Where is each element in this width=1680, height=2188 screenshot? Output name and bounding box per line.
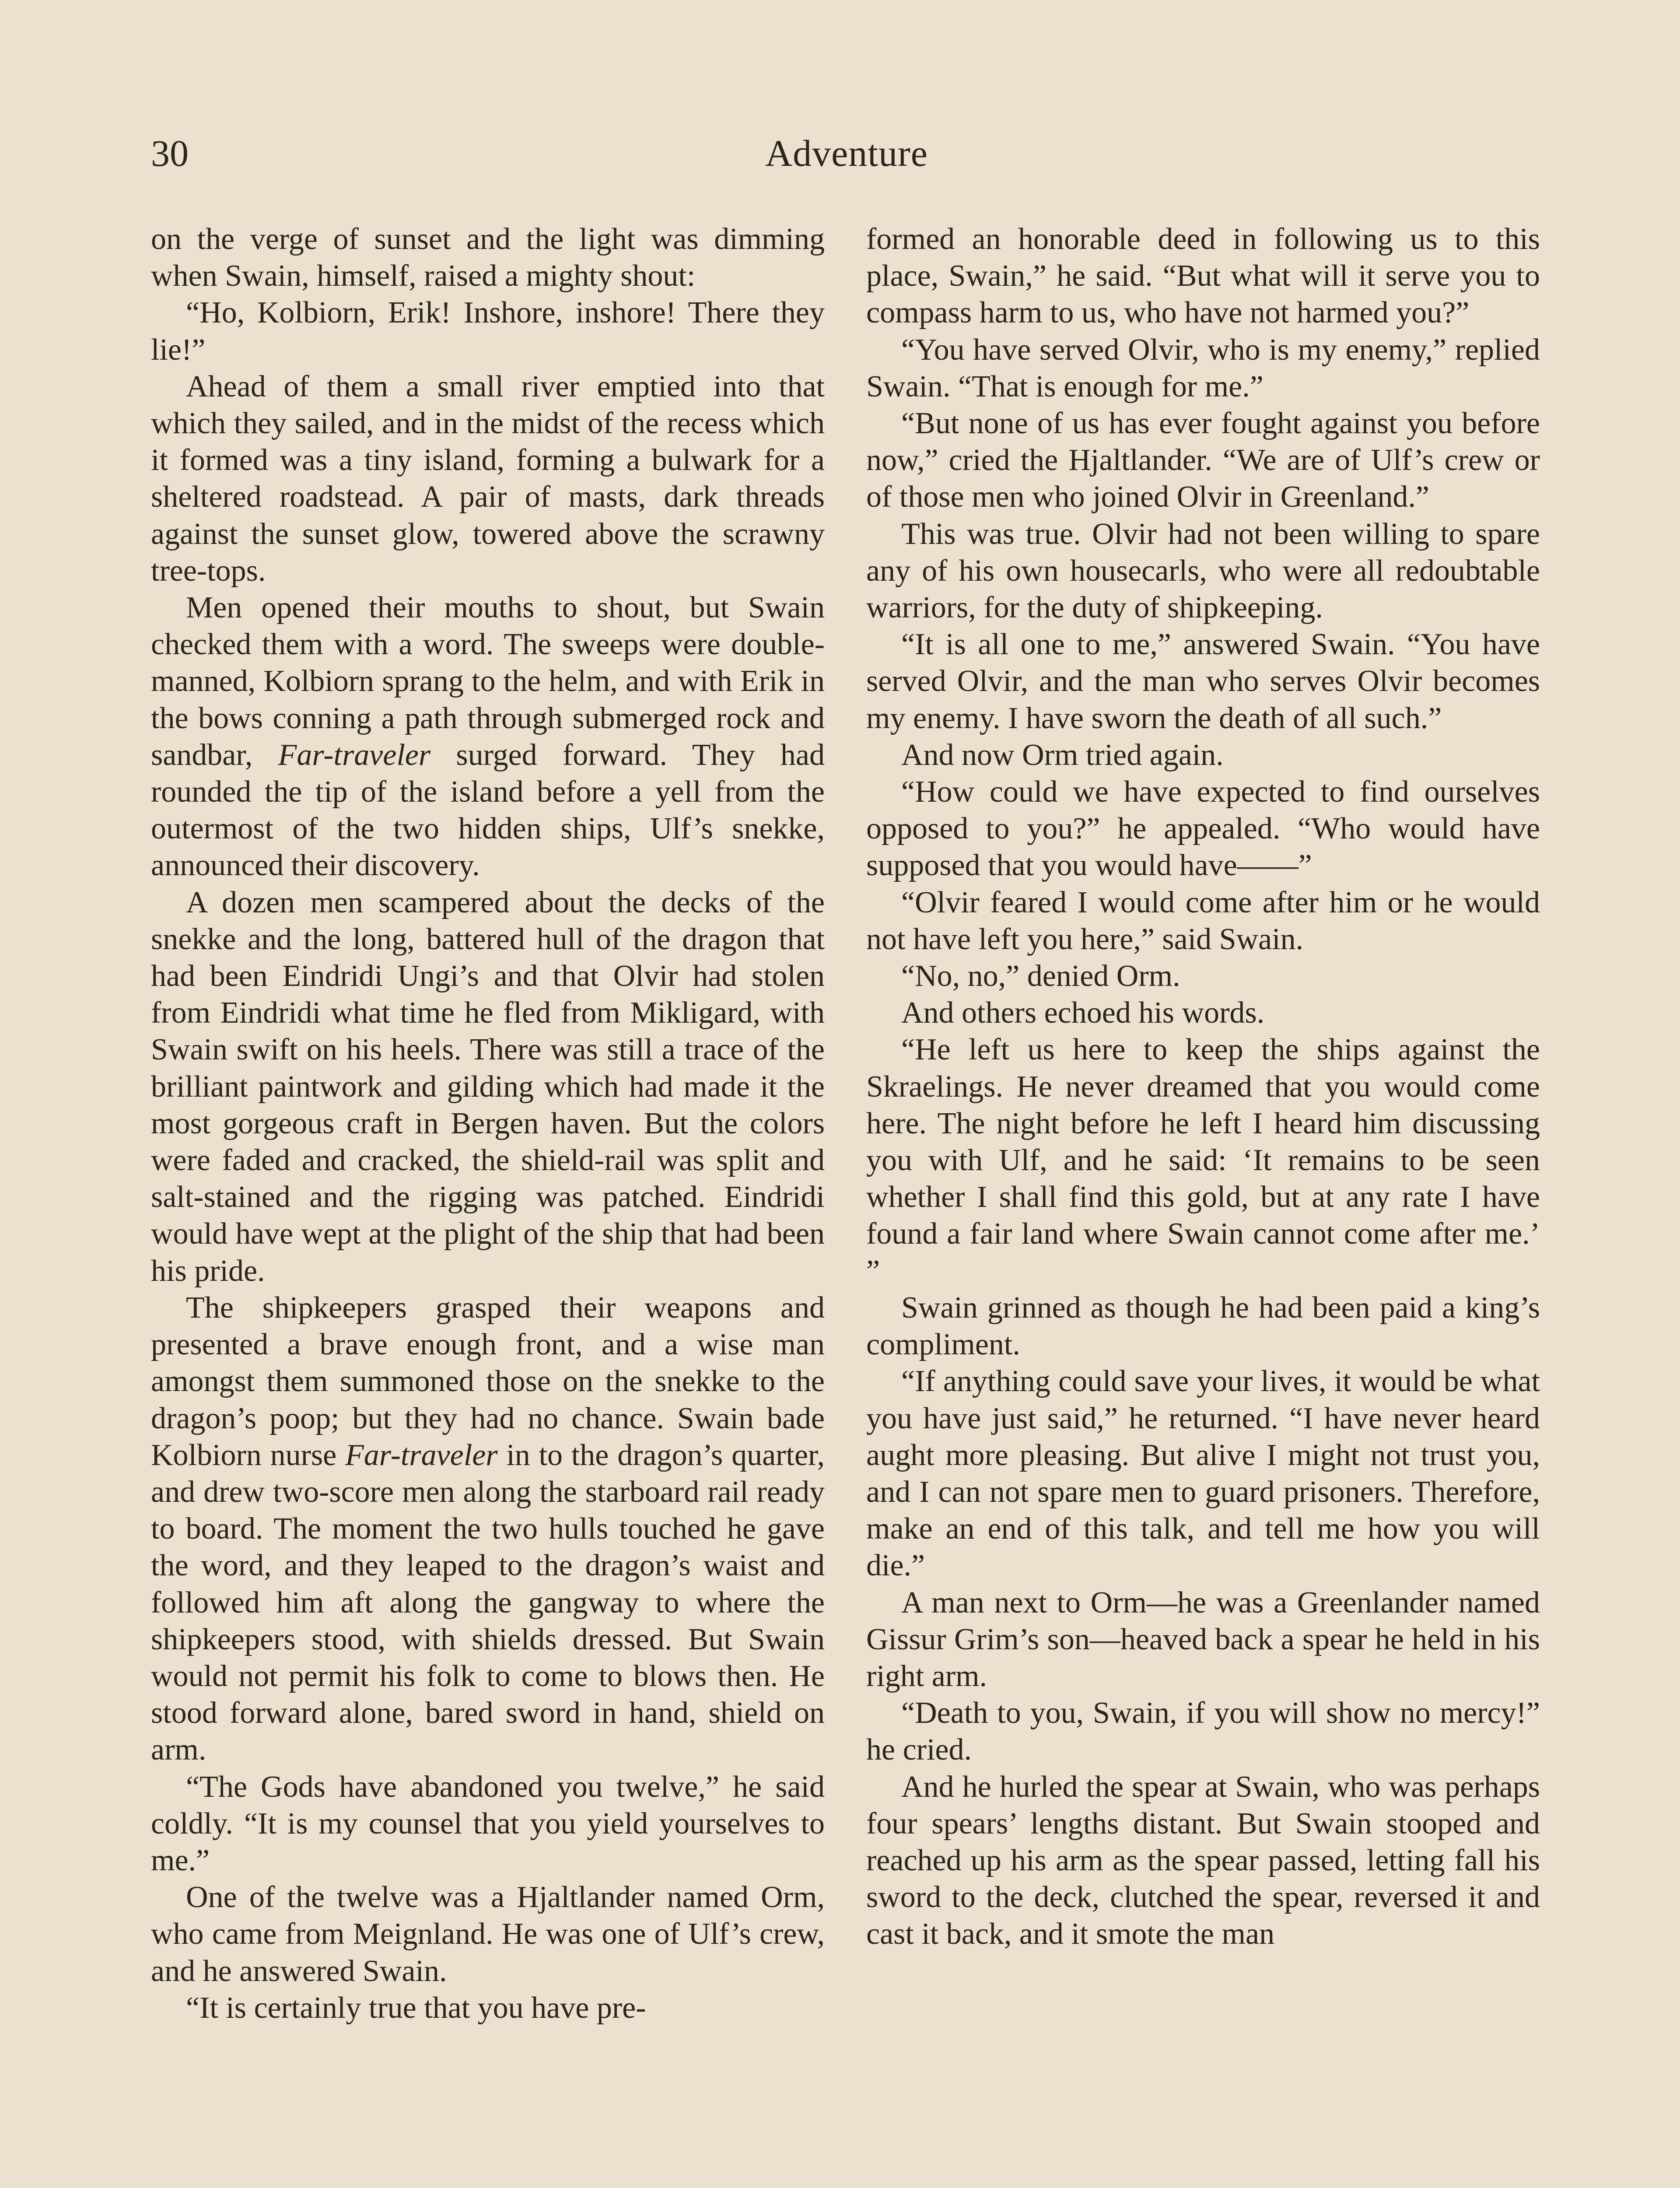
- paragraph: “It is all one to me,” answered Swain. “You have served Olvir, and the man who serves Olvir becomes my enemy. I have sworn the death of all such.”: [866, 628, 1540, 735]
- paragraph: “The Gods have abandoned you twelve,” he said coldly. “It is my counsel that you yield yourselves to me.”: [151, 1770, 825, 1877]
- paragraph: And now Orm tried again.: [901, 738, 1224, 772]
- right-column: [866, 221, 1540, 1953]
- left-column: [151, 221, 825, 2027]
- paragraph: “Olvir feared I would come after him or he would not have left you here,” said Swain.: [866, 885, 1540, 956]
- running-title: Adventure: [765, 132, 928, 174]
- paragraph: One of the twelve was a Hjaltlander named Orm, who came from Meignland. He was one of Ulf’s crew, and he answered Swain.: [151, 1880, 825, 1988]
- paragraph: The shipkeepers grasped their weapons and presented a brave enough front, and a wise man amongst them summoned those on the snekke to the dragon’s poop; but they had no chance. Swain bade Kolbiorn nurse Far-traveler in to the dragon’s quarter, and drew two-score men along the starboard rail ready to board. The moment the two hulls touched he gave the word, and they leaped to the dragon’s waist and followed him aft along the gangway to where the shipkeepers stood, with shields dressed. But Swain would not permit his folk to come to blows then. He stood forward alone, bared sword in hand, shield on arm.: [151, 1290, 825, 1767]
- paragraph: “It is certainly true that you have pre-: [186, 1991, 646, 2025]
- paragraph: “If anything could save your lives, it would be what you have just said,” he returned. “I have never heard aught more pleasing. But alive I might not trust you, and I can not spare men to guard prisoners. Therefore, make an end of this talk, and tell me how you will die.”: [866, 1364, 1540, 1583]
- paragraph: “How could we have expected to find ourselves opposed to you?” he appealed. “Who would have supposed that you would have——”: [866, 775, 1540, 883]
- paragraph: Swain grinned as though he had been paid a king’s compliment.: [866, 1290, 1540, 1362]
- paragraph: “Death to you, Swain, if you will show no mercy!” he cried.: [866, 1696, 1540, 1767]
- ship-name: Far-traveler: [345, 1438, 498, 1472]
- paragraph: Men opened their mouths to shout, but Swain checked them with a word. The sweeps were double-manned, Kolbiorn sprang to the helm, and with Erik in the bows conning a path through submerged rock and sandbar, Far-traveler surged forward. They had rounded the tip of the island before a yell from the outermost of the two hidden ships, Ulf’s snekke, announced their discovery.: [151, 591, 825, 883]
- paragraph: Ahead of them a small river emptied into that which they sailed, and in the midst of the recess which it formed was a tiny island, forming a bulwark for a sheltered roadstead. A pair of masts, dark threads against the sunset glow, towered above the scrawny tree-tops.: [151, 369, 825, 588]
- paragraph: This was true. Olvir had not been willing to spare any of his own housecarls, who were all redoubtable warriors, for the duty of shipkeeping.: [866, 517, 1540, 625]
- paragraph: “He left us here to keep the ships against the Skraelings. He never dreamed that you would come here. The night before he left I heard him discussing you with Ulf, and he said: ‘It remains to be seen whether I shall find this gold, but at any rate I have found a fair land where Swain cannot come after me.’ ”: [866, 1033, 1540, 1288]
- paragraph: “Ho, Kolbiorn, Erik! Inshore, inshore! There they lie!”: [151, 296, 825, 367]
- paragraph: on the verge of sunset and the light was dimming when Swain, himself, raised a mighty shout:: [151, 222, 825, 293]
- page-header: [151, 127, 1542, 188]
- paragraph: A man next to Orm—he was a Greenlander named Gissur Grim’s son—heaved back a spear he held in his right arm.: [866, 1585, 1540, 1693]
- paragraph: A dozen men scampered about the decks of the snekke and the long, battered hull of the dragon that had been Eindridi Ungi’s and that Olvir had stolen from Eindridi what time he fled from Mikligard, with Swain swift on his heels. There was still a trace of the brilliant paintwork and gilding which had made it the most gorgeous craft in Bergen haven. But the colors were faded and cracked, the shield-rail was split and salt-stained and the rigging was patched. Eindridi would have wept at the plight of the ship that had been his pride.: [151, 885, 825, 1288]
- ship-name: Far-traveler: [278, 738, 431, 772]
- paragraph: formed an honorable deed in following us to this place, Swain,” he said. “But what will it serve you to compass harm to us, who have not harmed you?”: [866, 222, 1540, 330]
- paragraph: “You have served Olvir, who is my enemy,” replied Swain. “That is enough for me.”: [866, 333, 1540, 403]
- paragraph: “But none of us has ever fought against you before now,” cried the Hjaltlander. “We are of Ulf’s crew or of those men who joined Olvir in Greenland.”: [866, 407, 1540, 514]
- paragraph: “No, no,” denied Orm.: [901, 959, 1180, 993]
- page-number: 30: [151, 132, 189, 174]
- paragraph: And others echoed his words.: [901, 996, 1265, 1030]
- paragraph: And he hurled the spear at Swain, who was perhaps four spears’ lengths distant. But Swain stooped and reached up his arm as the spear passed, letting fall his sword to the deck, clutched the spear, reversed it and cast it back, and it smote the man: [866, 1770, 1540, 1951]
